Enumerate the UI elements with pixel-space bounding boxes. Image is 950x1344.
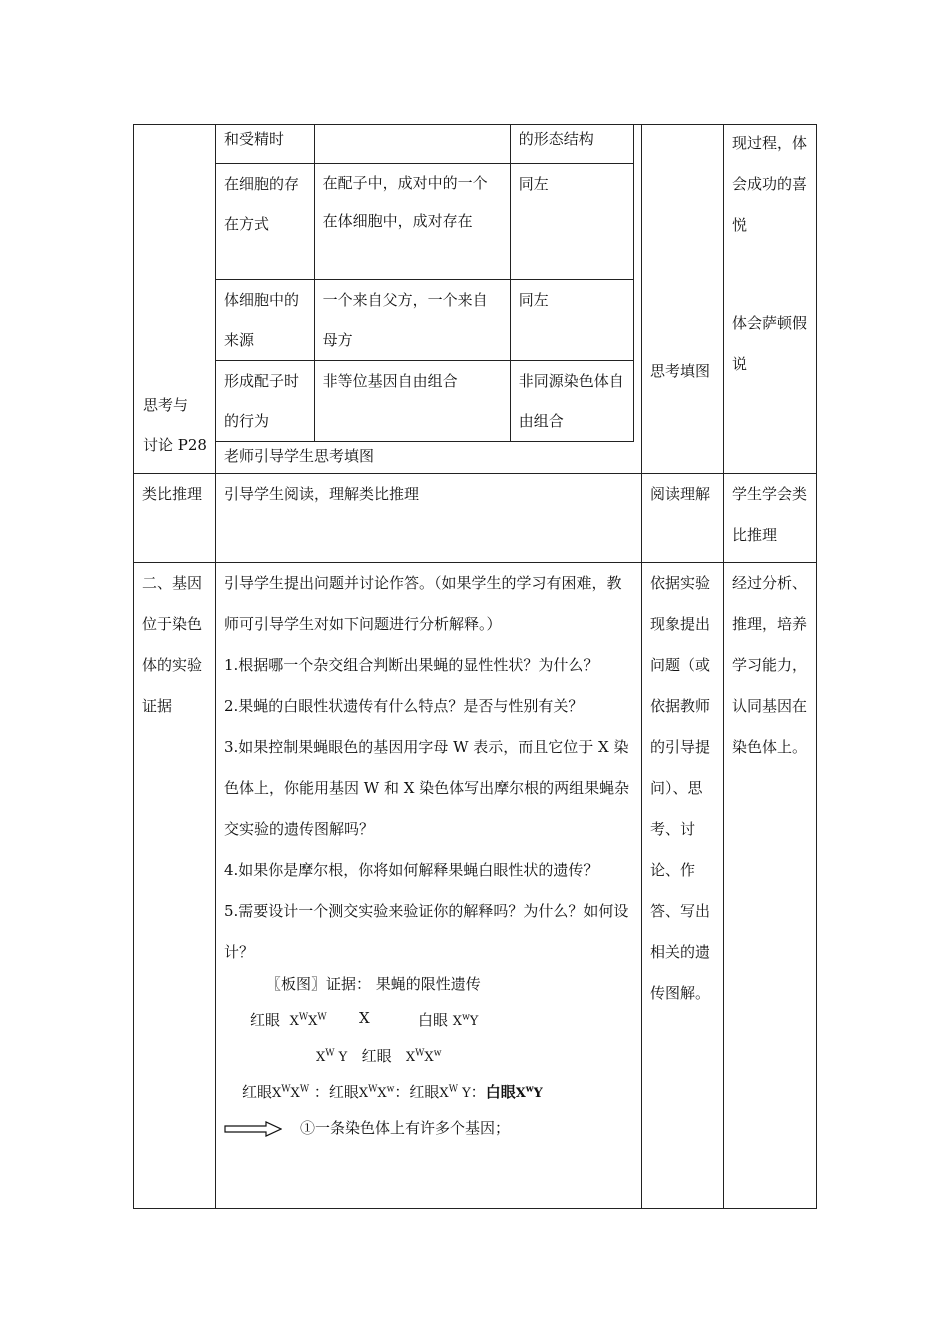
f1-label: 红眼 [361, 1047, 392, 1065]
analogy-activity: 阅读理解 [650, 485, 711, 503]
cross-symbol: X [359, 1009, 370, 1027]
parent-female [250, 1009, 327, 1030]
cell-comparison [216, 125, 642, 474]
board-diagram [216, 975, 641, 1139]
comparison-cell [314, 163, 510, 279]
analogy-intent: 学生学会类比推理 [732, 485, 808, 544]
cell-evidence-activity [642, 563, 724, 1209]
question-5: 5.需要设计一个测交实验来验证你的解释吗？为什么？如何设计？ [224, 902, 629, 961]
diagram-title: 〖板图〗证据： 果蝇的限性遗传 [266, 975, 481, 993]
comparison-row [216, 125, 634, 163]
comparison-cell: 的形态结构 [510, 125, 633, 163]
analogy-label: 类比推理 [142, 485, 203, 503]
question-1: 1.根据哪一个杂交组合判断出果蝇的显性性状？为什么？ [224, 656, 599, 674]
comparison-cell: 体细胞中的来源 [216, 279, 314, 360]
comparison-row [216, 163, 634, 279]
cell-evidence-content [216, 563, 642, 1209]
parent-male-label: 白眼 [418, 1011, 449, 1029]
question-intro: 引导学生提出问题并讨论作答。（如果学生的学习有困难，教师可引导学生对如下问题进行分析解释。） [224, 574, 622, 633]
parent-female-label: 红眼 [250, 1011, 281, 1029]
evidence-questions [216, 563, 641, 979]
f2-red-3: 红眼 [409, 1083, 440, 1101]
comparison-cell: 形成配子时的行为 [216, 360, 314, 441]
cell-analogy-content [216, 474, 642, 563]
cell-student-activity-1 [642, 125, 724, 474]
discussion-label-line2: 讨论 P28 [143, 436, 207, 454]
comparison-cell: 同左 [510, 163, 633, 279]
f2-red-1: 红眼 [242, 1083, 273, 1101]
comparison-row [216, 360, 634, 441]
discussion-label [143, 385, 207, 465]
f1-male-genotype: $X^W$ Y [316, 1048, 348, 1065]
row-discussion [134, 125, 817, 474]
row-evidence [134, 563, 817, 1209]
intent-text-top: 现过程，体会成功的喜悦 [732, 134, 808, 234]
evidence-activity: 依据实验现象提出问题（或依据教师的引导提问）、思考、讨论、作答、写出相关的遗传图解。 [650, 574, 711, 1002]
diagram-conclusion: ①一条染色体上有许多个基因； [300, 1119, 511, 1137]
intent-text-bottom: 体会萨顿假说 [732, 314, 808, 373]
f1-female-genotype: $X^WX^w$ [405, 1048, 442, 1065]
cell-discussion-label [134, 125, 216, 474]
cell-intent-1 [724, 125, 817, 474]
right-arrow-icon [224, 1121, 282, 1137]
question-2: 2.果蝇的白眼性状遗传有什么特点？是否与性别有关？ [224, 697, 584, 715]
student-activity-text: 思考填图 [650, 362, 711, 380]
comparison-row [216, 279, 634, 360]
comparison-cell: 和受精时 [216, 125, 314, 163]
comparison-cell: 同左 [510, 279, 633, 360]
comparison-cell: 非等位基因自由组合 [314, 360, 510, 441]
evidence-label: 二、基因位于染色体的实验证据 [142, 574, 203, 715]
parent-female-genotype: $X^WX^W$ [289, 1012, 327, 1029]
f2-genotype-2: $X^WX^w$ [358, 1084, 395, 1101]
cell-evidence-label [134, 563, 216, 1209]
cell-evidence-intent [724, 563, 817, 1209]
cell-analogy-label [134, 474, 216, 563]
discussion-label-line1: 思考与 [143, 396, 189, 414]
question-3: 3.如果控制果蝇眼色的基因用字母 W 表示，而且它位于 X 染色体上，你能用基因 W 和 X 染色体写出摩尔根的两组果蝇杂交实验的遗传图解吗？ [224, 738, 630, 838]
evidence-intent: 经过分析、推理，培养学习能力，认同基因在染色体上。 [732, 574, 808, 756]
question-4: 4.如果你是摩尔根，你将如何解释果蝇白眼性状的遗传？ [224, 861, 599, 879]
comparison-table [216, 125, 634, 442]
f2-white: 白眼 [485, 1083, 516, 1101]
f2-genotype-1: $X^WX^W$ [272, 1084, 310, 1101]
teacher-note: 老师引导学生思考填图 [224, 446, 375, 465]
analogy-content: 引导学生阅读，理解类比推理 [224, 485, 420, 503]
parent-male-genotype: $X^wY$ [452, 1012, 479, 1029]
comparison-cell: 非同源染色体自由组合 [510, 360, 633, 441]
comparison-cell: 在细胞的存在方式 [216, 163, 314, 279]
cell-analogy-intent [724, 474, 817, 563]
f2-genotype-3: $X^W$ Y [439, 1084, 471, 1101]
cell-analogy-activity [642, 474, 724, 563]
f1-offspring [316, 1045, 441, 1066]
parent-male [418, 1009, 478, 1030]
row-analogy [134, 474, 817, 563]
lesson-plan-table [133, 124, 817, 1209]
f2-red-2: 红眼 [328, 1083, 359, 1101]
comparison-cell [314, 125, 510, 163]
comparison-cell-text: 在配子中，成对中的一个 在体细胞中，成对存在 [322, 173, 488, 230]
comparison-cell: 一个来自父方，一个来自母方 [314, 279, 510, 360]
f2-offspring: 红眼$X^WX^W$ ：红眼$X^WX^w$：红眼$X^W$ Y：白眼$X^wY$ [242, 1083, 543, 1101]
f2-genotype-4: $X^wY$ [515, 1084, 543, 1101]
